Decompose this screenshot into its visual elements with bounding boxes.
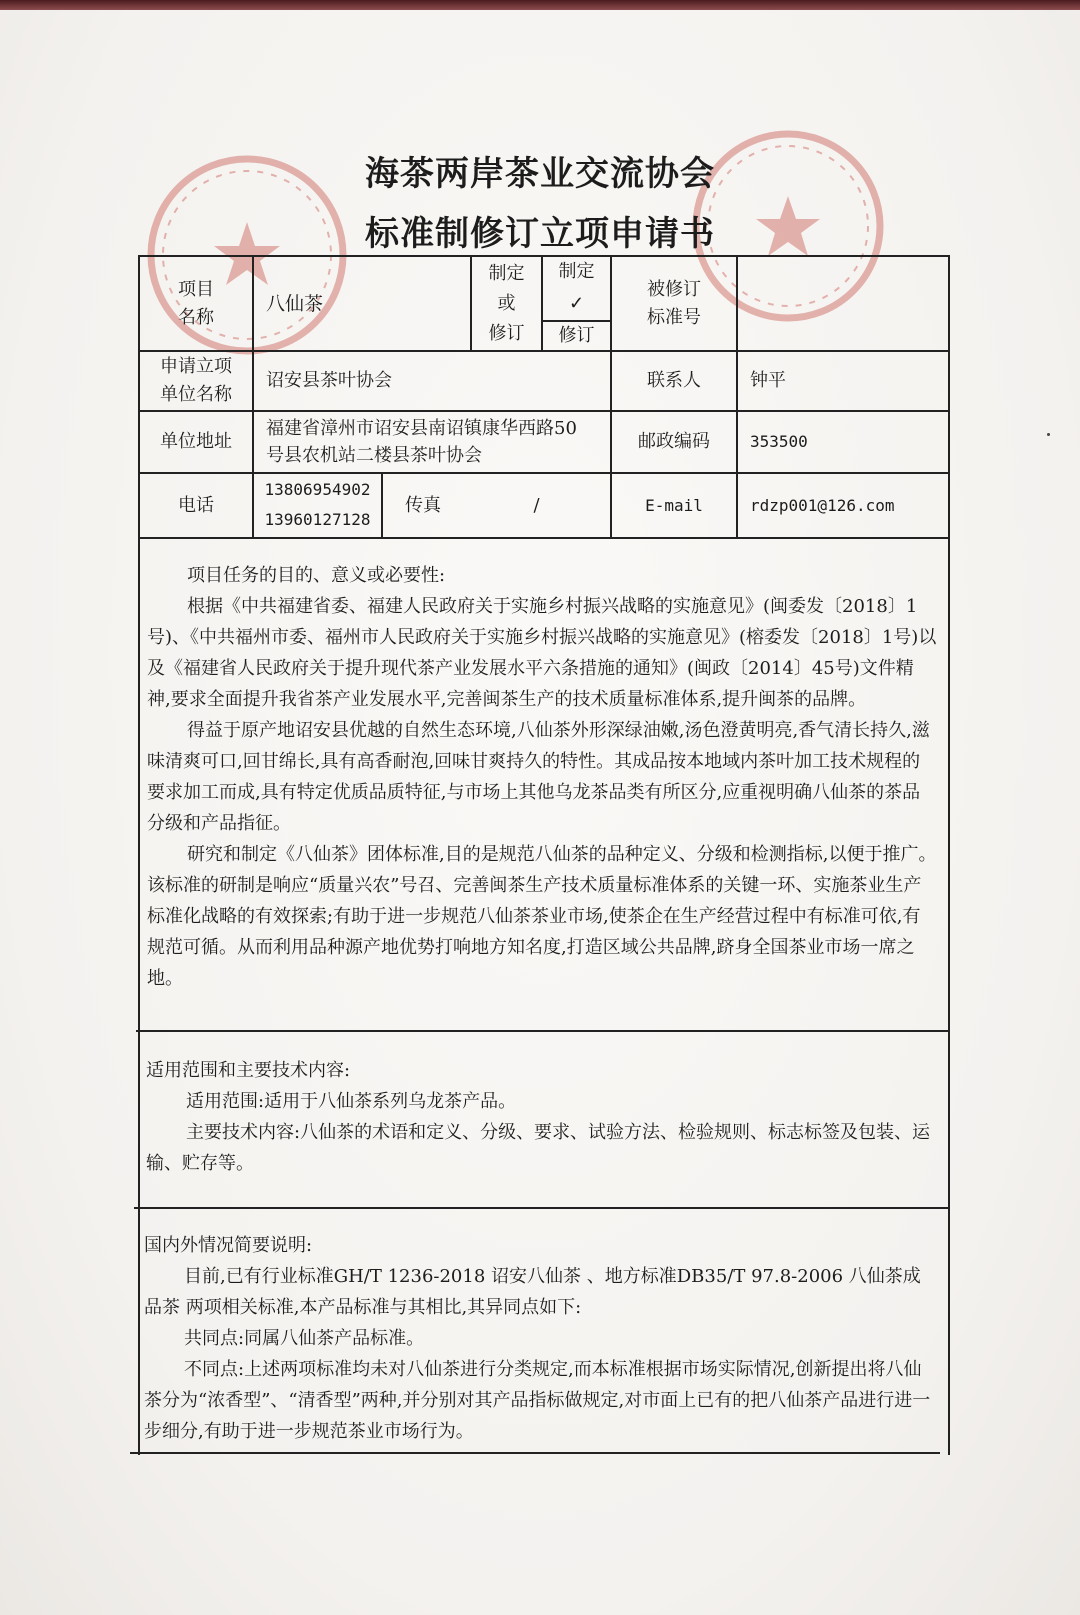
comparison-paragraph: 不同点:上述两项标准均未对八仙茶进行分类规定,而本标准根据市场实际情况,创新提出将八仙茶分为“浓香型”、“清香型”两种,并分别对其产品指标做规定,对市面上已有的把八仙茶产品进行进一步细分,有助于进一步规范茶业市场行为。 bbox=[144, 1359, 931, 1442]
comparison-heading: 国内外情况简要说明: bbox=[144, 1235, 313, 1256]
table-border bbox=[130, 1452, 940, 1454]
scope-section bbox=[146, 1055, 936, 1179]
phone-value-1: 13806954902 bbox=[264, 480, 371, 499]
purpose-paragraph: 得益于原产地诏安县优越的自然生态环境,八仙茶外形深绿油嫩,汤色澄黄明亮,香气清长持久,滋味清爽可口,回甘绵长,具有高香耐泡,回味甘爽持久的特性。其成品按本地域内茶叶加工技术规程的要求加工而成,具有特定优质品质特征,与市场上其他乌龙茶品类有所区分,应重视明确八仙茶的茶品分级和产品指征。 bbox=[147, 720, 930, 834]
type-option-top: 制定 bbox=[558, 261, 595, 282]
applicant-value: 诏安县茶叶协会 bbox=[266, 370, 392, 391]
table-divider bbox=[138, 537, 950, 539]
email-value: rdzp001@126.com bbox=[750, 495, 895, 515]
purpose-paragraph: 研究和制定《八仙茶》团体标准,目的是规范八仙茶的品种定义、分级和检测指标,以便于推广。该标准的研制是响应“质量兴农”号召、完善闽茶生产技术质量标准体系的关键一环、实施茶业生产标准化战略的有效探索;有助于进一步规范八仙茶茶业市场,使茶企在生产经营过程中有标准可依,有规范可循。从而利用品种源产地优势打响地方知名度,打造区域公共品牌,跻身全国茶业市场一席之地。 bbox=[147, 844, 937, 989]
purpose-heading: 项目任务的目的、意义或必要性: bbox=[187, 565, 446, 586]
type-label: 制定 或 修订 bbox=[488, 262, 525, 344]
phone-value-2: 13960127128 bbox=[264, 510, 371, 529]
document-subtitle: 标准制修订立项申请书 bbox=[365, 214, 715, 254]
table-border bbox=[948, 255, 950, 1455]
ink-speck bbox=[1047, 433, 1050, 436]
applicant-label: 申请立项 单位名称 bbox=[160, 356, 232, 405]
comparison-paragraph: 目前,已有行业标准GH/T 1236-2018 诏安八仙茶 、地方标准DB35/T 97.8-2006 八仙茶成品茶 两项相关标准,本产品标准与其相比,其异同点如下: bbox=[144, 1266, 921, 1318]
revised-std-value bbox=[738, 257, 948, 350]
postcode-value: 353500 bbox=[750, 432, 808, 451]
comparison-paragraph: 共同点:同属八仙茶产品标准。 bbox=[184, 1328, 425, 1349]
revised-std-label: 被修订 标准号 bbox=[647, 278, 701, 328]
purpose-paragraph: 根据《中共福建省委、福建人民政府关于实施乡村振兴战略的实施意见》(闽委发〔2018〕1号)、《中共福州市委、福州市人民政府关于实施乡村振兴战略的实施意见》(榕委发〔2018〕1号)以及《福建省人民政府关于提升现代茶产业发展水平六条措施的通知》(闽政〔2014〕45号)文件精神,要求全面提升我省茶产业发展水平,完善闽茶生产的技术质量标准体系,提升闽茶的品牌。 bbox=[147, 596, 937, 710]
address-value: 福建省漳州市诏安县南诏镇康华西路50 号县农机站二楼县茶叶协会 bbox=[266, 418, 577, 466]
phone-label: 电话 bbox=[178, 494, 214, 516]
project-name-label: 项目 名称 bbox=[178, 278, 214, 328]
scope-paragraph: 适用范围:适用于八仙茶系列乌龙茶产品。 bbox=[186, 1091, 517, 1112]
address-label: 单位地址 bbox=[160, 431, 232, 452]
scope-heading: 适用范围和主要技术内容: bbox=[146, 1060, 351, 1081]
contact-value: 钟平 bbox=[750, 370, 786, 391]
fax-value: / bbox=[533, 494, 540, 516]
table-divider bbox=[134, 1207, 948, 1209]
scope-paragraph: 主要技术内容:八仙茶的术语和定义、分级、要求、试验方法、检验规则、标志标签及包装、运输、贮存等。 bbox=[146, 1122, 931, 1174]
postcode-label: 邮政编码 bbox=[638, 431, 710, 452]
email-label: E-mail bbox=[645, 495, 703, 515]
comparison-section bbox=[144, 1230, 934, 1447]
purpose-section bbox=[147, 560, 937, 994]
type-option-bottom: 修订 bbox=[558, 325, 595, 346]
project-name-value: 八仙茶 bbox=[266, 292, 324, 315]
table-divider bbox=[136, 1030, 949, 1032]
fax-label: 传真 bbox=[405, 494, 441, 516]
document-title: 海茶两岸茶业交流协会 bbox=[365, 154, 715, 194]
type-check-mark: ✓ bbox=[568, 292, 585, 314]
contact-label: 联系人 bbox=[647, 370, 701, 391]
